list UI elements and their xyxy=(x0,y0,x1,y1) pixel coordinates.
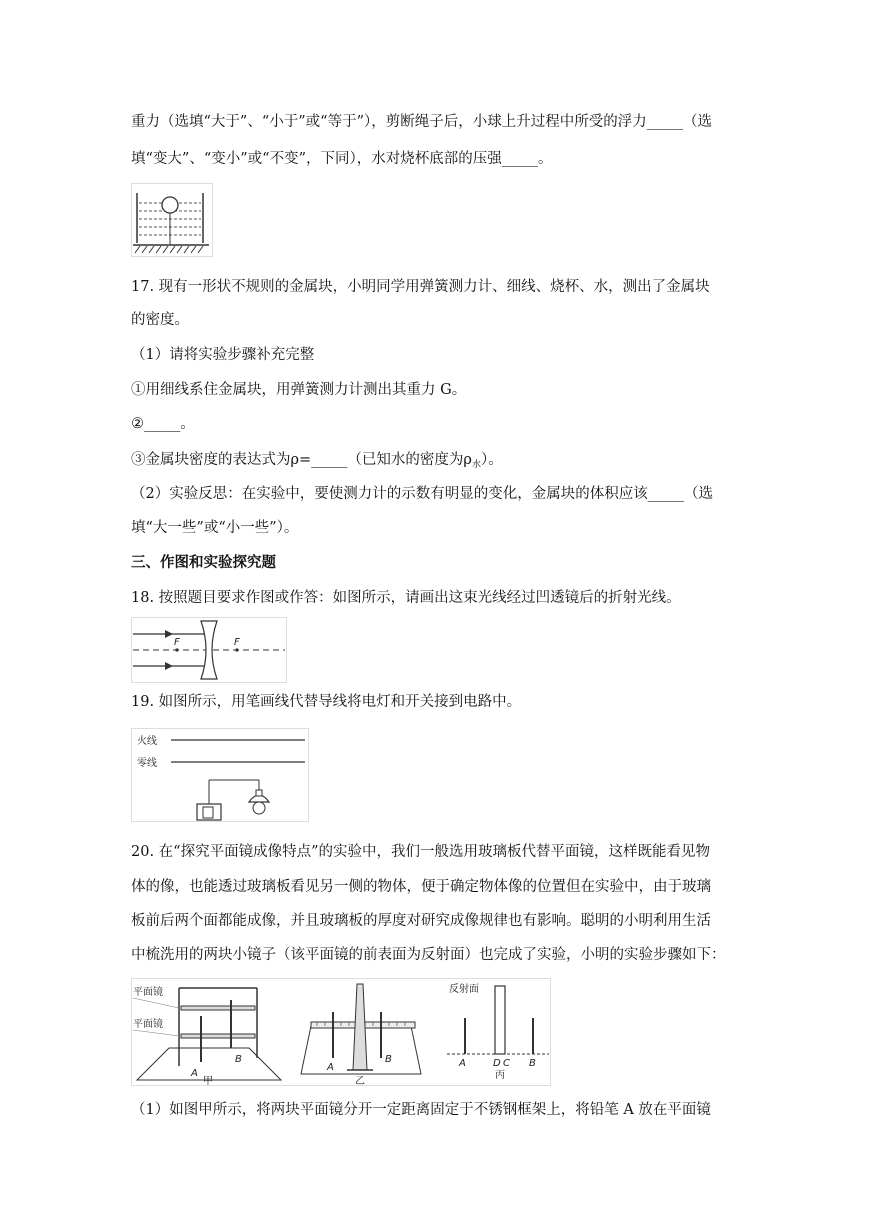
question-16-continuation-line-2: 填“变大”、“变小”或“不变”，下同），水对烧杯底部的压强_____。 xyxy=(131,151,553,167)
mirror-label-top: 平面镜 xyxy=(133,987,163,998)
question-19: 19. 如图所示，用笔画线代替导线将电灯和开关接到电路中。 xyxy=(131,694,522,710)
figure-jia xyxy=(133,985,281,1086)
question-20-line-1: 20. 在“探究平面镜成像特点”的实验中，我们一般选用玻璃板代替平面镜，这样既能看见物 xyxy=(131,844,710,860)
reflecting-face-label: 反射面 xyxy=(449,984,479,995)
figure-bing xyxy=(447,982,549,1081)
question-17-step-3 xyxy=(131,450,503,475)
section-3-heading: 三、作图和实验探究题 xyxy=(131,555,276,571)
question-17-line-1: 17. 现有一形状不规则的金属块，小明同学用弹簧测力计、细线、烧杯、水，测出了金属块 xyxy=(131,279,710,295)
pencil-a-label-yi: A xyxy=(327,1062,334,1073)
concave-lens-figure xyxy=(131,617,287,683)
point-b-label-bing: B xyxy=(529,1058,536,1069)
caption-yi: 乙 xyxy=(355,1076,365,1086)
point-a-label-bing: A xyxy=(459,1058,466,1069)
focal-point-left-label: F xyxy=(174,637,180,648)
caption-bing: 丙 xyxy=(495,1070,505,1081)
question-17-part-1: （1）请将实验步骤补充完整 xyxy=(131,347,315,363)
question-17-step-1: ①用细线系住金属块，用弹簧测力计测出其重力 G。 xyxy=(131,382,467,398)
question-17-part-2-line-2: 填“大一些”或“小一些”）。 xyxy=(131,520,299,536)
question-17-step-2: ②_____。 xyxy=(131,416,195,432)
plane-mirror-experiment-figure xyxy=(131,978,551,1086)
step-3-end: ）。 xyxy=(480,452,503,468)
mirror-label-bottom: 平面镜 xyxy=(133,1019,163,1030)
water-subscript: 水 xyxy=(471,460,481,470)
beaker-ball-figure xyxy=(131,183,213,257)
pencil-a-label-jia: A xyxy=(191,1068,198,1079)
figure-yi xyxy=(301,984,421,1086)
question-17-line-2: 的密度。 xyxy=(131,312,189,328)
pencil-b-label-yi: B xyxy=(385,1054,392,1065)
question-16-continuation-line-1: 重力（选填“大于”、“小于”或“等于”），剪断绳子后，小球上升过程中所受的浮力_____（选 xyxy=(131,114,712,130)
caption-jia: 甲 xyxy=(203,1076,213,1086)
step-3-text: ③金属块密度的表达式为ρ=_____（已知水的密度为ρ xyxy=(131,452,472,468)
point-c-label: C xyxy=(503,1058,510,1069)
live-wire-label: 火线 xyxy=(137,736,157,747)
question-20-line-4: 中梳洗用的两块小镜子（该平面镜的前表面为反射面）也完成了实验，小明的实验步骤如下： xyxy=(131,947,726,963)
question-17-part-2-line-1: （2）实验反思：在实验中，要使测力计的示数有明显的变化，金属块的体积应该_____（选 xyxy=(131,486,713,502)
question-18: 18. 按照题目要求作图或作答：如图所示，请画出这束光线经过凹透镜后的折射光线。 xyxy=(131,590,681,606)
neutral-wire-label: 零线 xyxy=(137,758,157,769)
question-20-part-1: （1）如图甲所示，将两块平面镜分开一定距离固定于不锈钢框架上，将铅笔 A 放在平面镜 xyxy=(131,1102,711,1118)
focal-point-right-label: F xyxy=(234,637,240,648)
point-d-label: D xyxy=(493,1058,501,1069)
pencil-b-label-jia: B xyxy=(235,1054,242,1065)
question-20-line-3: 板前后两个面都能成像，并且玻璃板的厚度对研究成像规律也有影响。聪明的小明利用生活 xyxy=(131,913,711,929)
question-20-line-2: 体的像，也能透过玻璃板看见另一侧的物体，便于确定物体像的位置但在实验中，由于玻璃 xyxy=(131,879,711,895)
circuit-figure xyxy=(131,728,309,822)
